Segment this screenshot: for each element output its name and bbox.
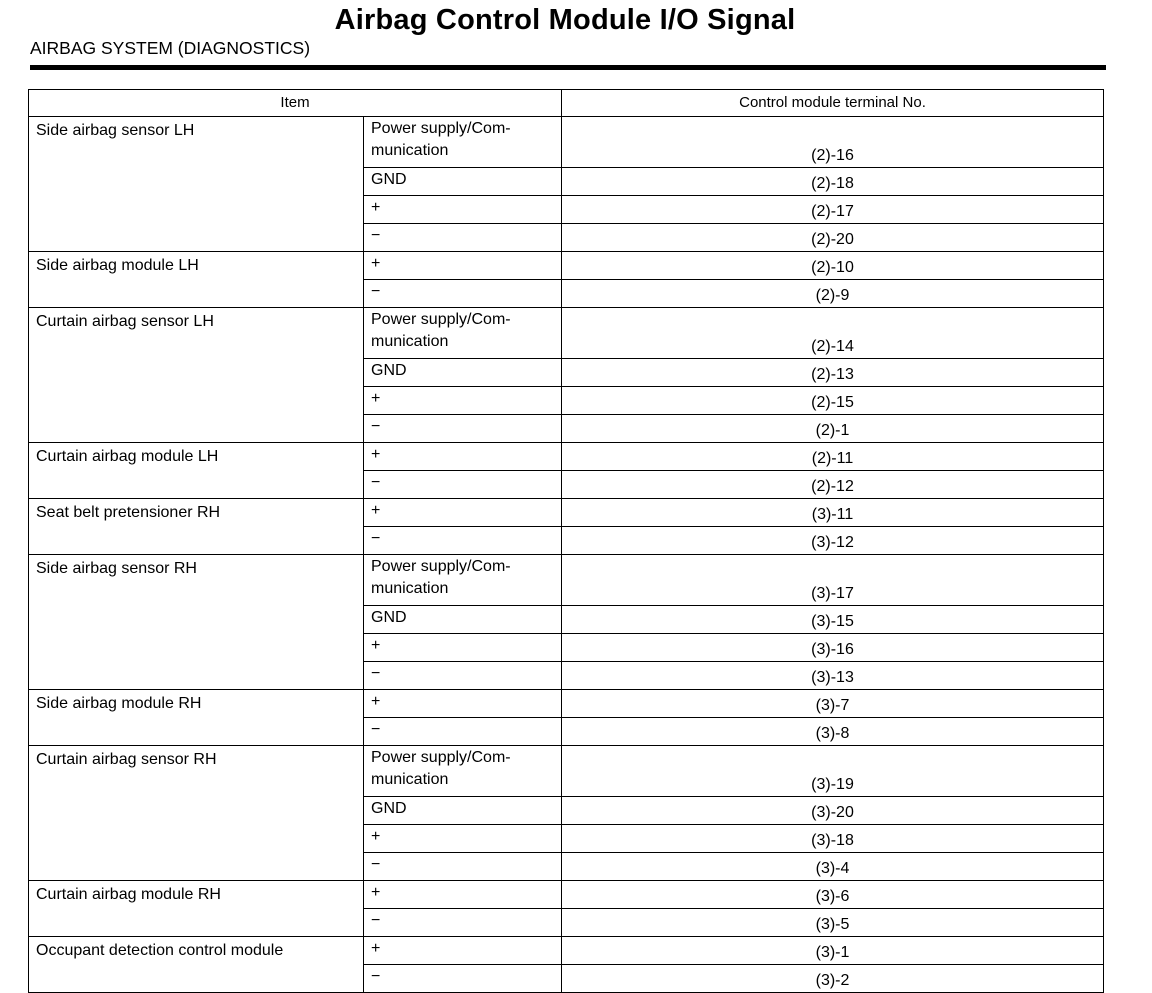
terminal-cell: (3)-12 [562,527,1104,555]
signal-cell: GND [364,359,562,387]
signal-cell: + [364,196,562,224]
terminal-cell: (3)-8 [562,718,1104,746]
item-name-cell: Occupant detection control module [29,937,364,993]
signal-cell: − [364,224,562,252]
signal-cell: + [364,937,562,965]
terminal-cell: (2)-11 [562,443,1104,471]
signal-cell: − [364,965,562,993]
item-name-cell: Side airbag module RH [29,690,364,746]
terminal-cell: (3)-16 [562,634,1104,662]
terminal-cell: (2)-16 [562,117,1104,168]
terminal-cell: (3)-7 [562,690,1104,718]
terminal-cell: (2)-10 [562,252,1104,280]
signal-cell: − [364,415,562,443]
table-row [29,690,1104,718]
table-row [29,499,1104,527]
signal-cell: GND [364,606,562,634]
signal-cell: − [364,662,562,690]
signal-cell: − [364,909,562,937]
signal-cell: Power supply/Com- munication [364,117,562,168]
terminal-cell: (3)-6 [562,881,1104,909]
table-row [29,937,1104,965]
item-name-cell: Curtain airbag module LH [29,443,364,499]
table-row [29,746,1104,797]
signal-cell: + [364,387,562,415]
item-name-cell: Side airbag sensor LH [29,117,364,252]
table-row [29,117,1104,168]
table-row [29,881,1104,909]
terminal-cell: (2)-20 [562,224,1104,252]
signal-cell: + [364,690,562,718]
signal-cell: + [364,499,562,527]
table-row [29,443,1104,471]
header-item: Item [29,90,562,117]
signal-cell: − [364,527,562,555]
item-name-cell: Curtain airbag module RH [29,881,364,937]
terminal-cell: (2)-18 [562,168,1104,196]
item-name-cell: Side airbag module LH [29,252,364,308]
table-header-row [29,90,1104,117]
terminal-cell: (3)-13 [562,662,1104,690]
signal-cell: − [364,280,562,308]
terminal-cell: (2)-9 [562,280,1104,308]
header-terminal: Control module terminal No. [562,90,1104,117]
signal-cell: Power supply/Com- munication [364,746,562,797]
terminal-cell: (2)-13 [562,359,1104,387]
signal-cell: − [364,718,562,746]
header-rule [30,65,1106,70]
terminal-cell: (3)-2 [562,965,1104,993]
signal-cell: − [364,853,562,881]
table-row [29,555,1104,606]
page-title: Airbag Control Module I/O Signal [334,4,796,36]
item-name-cell: Curtain airbag sensor RH [29,746,364,881]
table-body [29,117,1104,993]
signal-cell: GND [364,168,562,196]
item-name-cell: Side airbag sensor RH [29,555,364,690]
terminal-cell: (3)-11 [562,499,1104,527]
terminal-cell: (3)-17 [562,555,1104,606]
signal-cell: + [364,634,562,662]
terminal-cell: (3)-19 [562,746,1104,797]
terminal-cell: (3)-18 [562,825,1104,853]
terminal-cell: (2)-1 [562,415,1104,443]
terminal-cell: (3)-1 [562,937,1104,965]
signal-cell: + [364,252,562,280]
signal-cell: + [364,825,562,853]
terminal-cell: (3)-20 [562,797,1104,825]
terminal-cell: (3)-15 [562,606,1104,634]
io-signal-table [28,89,1104,993]
section-subtitle: AIRBAG SYSTEM (DIAGNOSTICS) [30,38,311,58]
item-name-cell: Seat belt pretensioner RH [29,499,364,555]
signal-cell: GND [364,797,562,825]
terminal-cell: (2)-12 [562,471,1104,499]
terminal-cell: (2)-15 [562,387,1104,415]
signal-cell: Power supply/Com- munication [364,308,562,359]
signal-cell: + [364,881,562,909]
signal-cell: + [364,443,562,471]
terminal-cell: (2)-17 [562,196,1104,224]
terminal-cell: (3)-4 [562,853,1104,881]
terminal-cell: (3)-5 [562,909,1104,937]
signal-cell: − [364,471,562,499]
item-name-cell: Curtain airbag sensor LH [29,308,364,443]
terminal-cell: (2)-14 [562,308,1104,359]
table-row [29,252,1104,280]
table-row [29,308,1104,359]
signal-cell: Power supply/Com- munication [364,555,562,606]
